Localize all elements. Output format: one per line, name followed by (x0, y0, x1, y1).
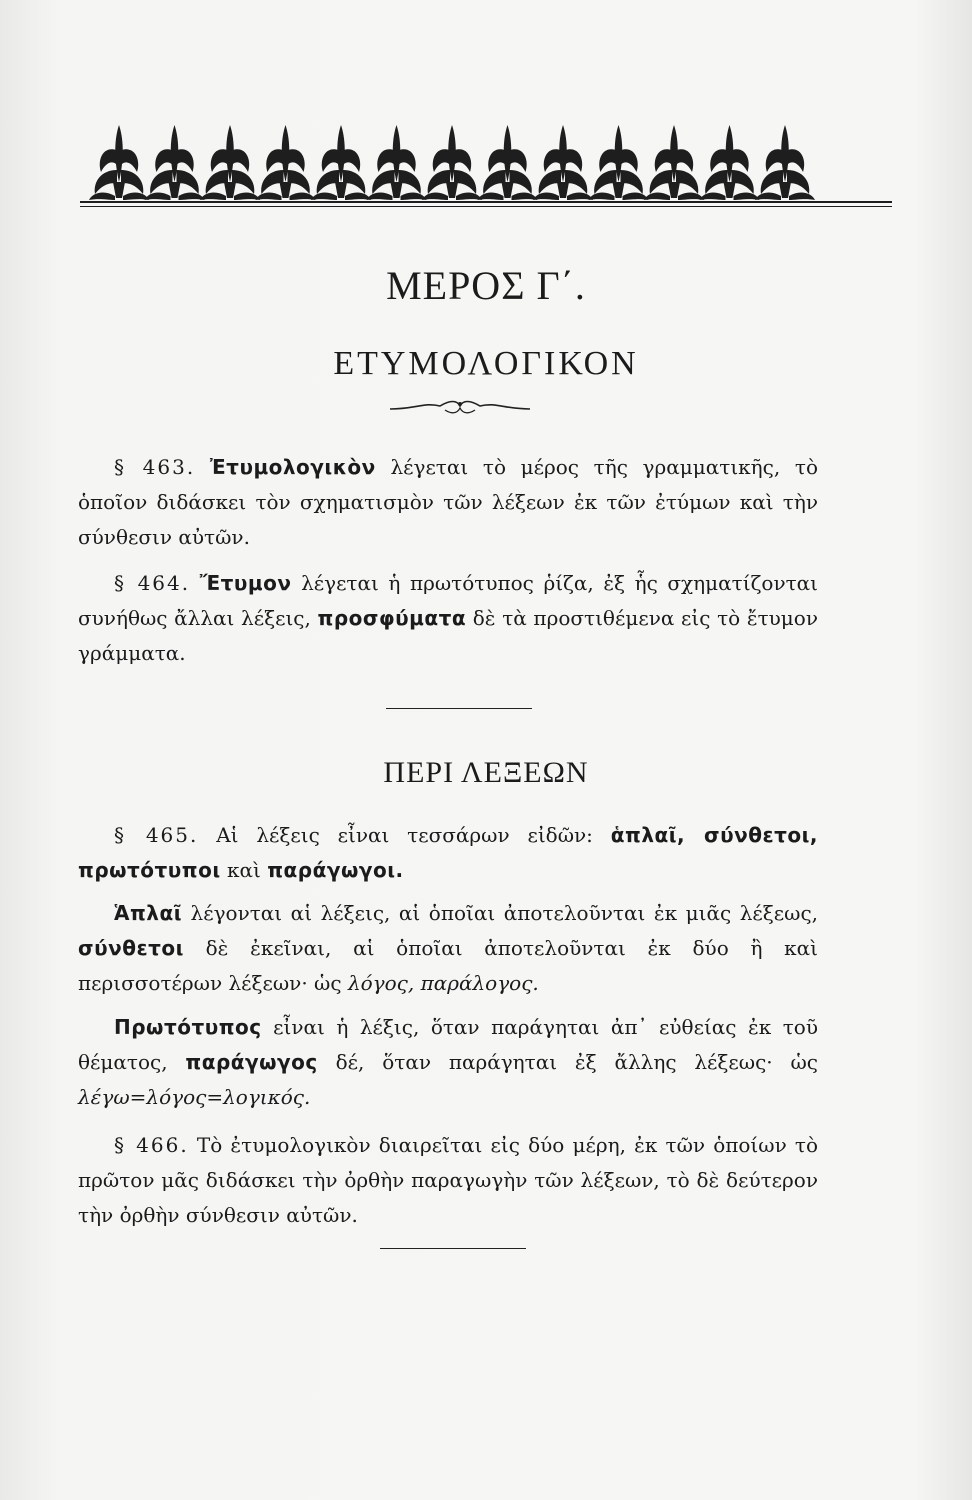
paragraph-text: καὶ (227, 858, 261, 882)
example-italic: λόγος, παράλογος. (347, 971, 539, 995)
paragraph-text: δὲ τὰ προστιθέμενα εἰς τὸ ἔτυμον γράμματα. (78, 606, 818, 665)
palmette-motif (311, 125, 371, 200)
term-bold: παράγωγος (185, 1050, 318, 1074)
ornament-baseline (80, 201, 892, 203)
ornament-baseline-thin (80, 206, 892, 207)
paragraph-text: Τὸ ἐτυμολογικὸν διαιρεῖται εἰς δύο μέρη, ἐκ τῶν ὁποίων τὸ πρῶτον μᾶς διδάσκει τὴν ὀρθὴν παραγωγὴν τῶν λέξεων, τὸ δὲ δεύτερον τὴν ὀρθὴν σύνθεσιν αὐτῶν. (78, 1133, 819, 1227)
flourish-divider (385, 396, 535, 418)
term-bold: Ἔτυμον (199, 571, 292, 595)
palmette-motif (700, 125, 760, 200)
paragraph-text: δέ, ὅταν παράγηται ἐξ ἄλλης λέξεως· ὡς (335, 1050, 819, 1074)
palmette-motif (145, 125, 205, 200)
section-title: ΕΤΥΜΟΛΟΓΙΚΟΝ (333, 345, 639, 382)
part-title: ΜΕΡΟΣ Γ΄. (386, 263, 586, 308)
term-bold: Ἁπλαῖ (114, 901, 182, 925)
section-number: § 464. (114, 571, 191, 595)
paragraph-text: λέγονται αἱ λέξεις, αἱ ὁποῖαι ἀποτελοῦνται ἐκ μιᾶς λέξεως, (190, 901, 819, 925)
divider-rule (380, 1248, 526, 1249)
term-bold: παράγωγοι. (267, 858, 404, 882)
palmette-motif (478, 125, 538, 200)
paragraph-prototypos (78, 1010, 818, 1115)
term-bold: Πρωτότυπος (114, 1015, 262, 1039)
paragraph-text: δὲ ἐκεῖναι, αἱ ὁποῖαι ἀποτελοῦνται ἐκ δύο ἢ καὶ περισσοτέρων λέξεων· ὡς (78, 936, 819, 995)
palmette-motif (367, 125, 427, 200)
section-number: § 463. (114, 455, 196, 479)
term-bold: προσφύματα (317, 606, 467, 630)
term-bold: ἁπλαῖ, σύνθετοι, πρωτότυποι (78, 823, 819, 882)
palmette-motif (533, 125, 593, 200)
palmette-motif (755, 125, 815, 200)
subheading: ΠΕΡΙ ΛΕΞΕΩΝ (383, 756, 589, 789)
paragraph-text: λέγεται ἡ πρωτότυπος ῥίζα, ἐξ ἧς σχηματίζονται συνήθως ἄλλαι λέξεις, (78, 571, 819, 630)
section-number: § 465. (114, 823, 199, 847)
paragraph-aplai (78, 896, 818, 1001)
paragraph-463 (78, 450, 818, 555)
paragraph-466 (78, 1128, 818, 1233)
paragraph-464 (78, 566, 818, 671)
paragraph-465 (78, 818, 818, 888)
floral-ornament-band (80, 120, 892, 210)
term-bold: σύνθετοι (78, 936, 184, 960)
palmette-motif (200, 125, 260, 200)
palmette-motif (644, 125, 704, 200)
paragraph-text: λέγεται τὸ μέρος τῆς γραμματικῆς, τὸ ὁποῖον διδάσκει τὸν σχηματισμὸν τῶν λέξεων ἐκ τῶν ἐτύμων καὶ τὴν σύνθεσιν αὐτῶν. (78, 455, 818, 549)
palmette-motif (89, 125, 149, 200)
divider-rule (386, 708, 532, 709)
palmette-motif (589, 125, 649, 200)
section-number: § 466. (114, 1133, 189, 1157)
palmette-motif (422, 125, 482, 200)
palmette-motif (256, 125, 316, 200)
paragraph-text: εἶναι ἡ λέξις, ὅταν παράγηται ἀπ᾿ εὐθείας ἐκ τοῦ θέματος, (78, 1015, 819, 1074)
example-italic: λέγω=λόγος=λογικός. (78, 1085, 311, 1109)
term-bold: Ἐτυμολογικὸν (209, 455, 376, 479)
paragraph-text: Αἱ λέξεις εἶναι τεσσάρων εἰδῶν: (216, 823, 593, 847)
